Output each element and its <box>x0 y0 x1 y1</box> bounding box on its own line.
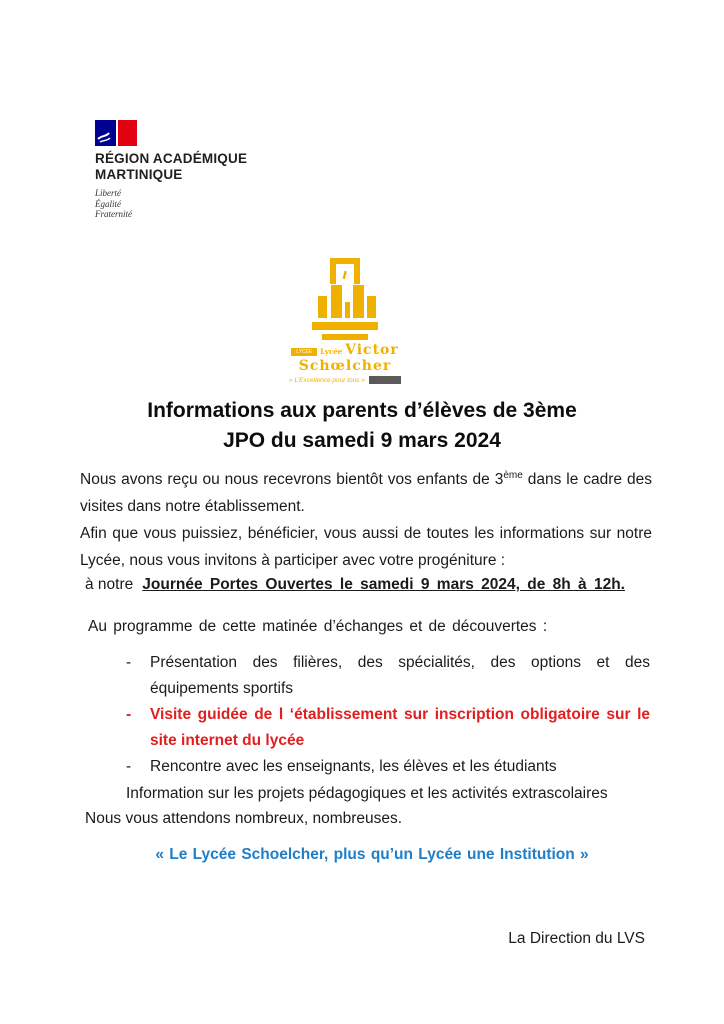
para2-text: Afin que vous puissiez, bénéficier, vous aussi de toutes les informations sur notre Lycée, nous vous invitons à participer avec votre progéniture : <box>80 525 652 569</box>
region-name <box>95 151 247 183</box>
school-name-prefix: Lycée <box>320 347 343 356</box>
list-item-text: Présentation des filières, des spécialités, des options et des équipements sportifs <box>150 654 650 697</box>
jpo-announcement <box>85 576 674 594</box>
school-name-line2: Schœlcher <box>298 358 392 374</box>
bullet-dash: - <box>126 758 132 775</box>
school-name <box>291 342 399 374</box>
document-title <box>0 396 724 456</box>
motto-liberte: Liberté <box>95 188 121 198</box>
marianne-icon <box>95 120 116 146</box>
closing-line: Nous vous attendons nombreux, nombreuses. <box>85 810 403 827</box>
region-line1: RÉGION ACADÉMIQUE <box>95 151 248 166</box>
signature: La Direction du LVS <box>508 930 645 947</box>
motto-fraternite: Fraternité <box>95 209 132 219</box>
program-list <box>126 650 650 807</box>
school-logo <box>0 258 724 384</box>
flag-blue-block <box>95 120 116 146</box>
title-line2: JPO du samedi 9 mars 2024 <box>223 429 501 452</box>
lycee-badge: LYCÉE <box>291 348 317 356</box>
jpo-date-highlight: Journée Portes Ouvertes le samedi 9 mars 2024, de 8h à 12h. <box>142 576 625 593</box>
list-item-text: Visite guidée de l ‘établissement sur inscription obligatoire sur le site internet du lycée <box>150 706 650 749</box>
program-intro: Au programme de cette matinée d’échanges et de découvertes : <box>88 618 548 635</box>
jpo-prefix: à notre <box>85 576 134 593</box>
list-item-text: Rencontre avec les enseignants, les élèves et les étudiants <box>150 758 557 775</box>
school-name-line1: Victor <box>345 342 399 358</box>
french-flag-icon <box>95 120 247 146</box>
info-line: Information sur les projets pédagogiques et les activités extrascolaires <box>126 785 608 802</box>
tagline-badge-icon <box>369 376 401 384</box>
bullet-dash: - <box>126 706 132 723</box>
school-tagline: « L’Excellence pour tous » <box>289 376 365 384</box>
para1-text-end: dans le cadre des visites dans notre établissement. <box>80 471 652 515</box>
title-line1: Informations aux parents d’élèves de 3ème <box>147 399 577 422</box>
para1-text: Nous avons reçu ou nous recevrons bientôt vos enfants de 3 <box>80 471 504 488</box>
flag-red-block <box>118 120 137 146</box>
bullet-dash: - <box>126 654 132 671</box>
list-item <box>126 650 650 702</box>
motto-egalite: Égalité <box>95 198 121 209</box>
school-building-icon <box>310 258 380 342</box>
republic-motto <box>95 188 247 220</box>
list-item <box>126 754 650 780</box>
government-logo <box>95 120 247 220</box>
school-motto-quote: « Le Lycée Schoelcher, plus qu’un Lycée une Institution » <box>155 846 589 863</box>
intro-paragraphs <box>80 466 652 574</box>
region-line2: MARTINIQUE <box>95 167 183 182</box>
para1-superscript: ème <box>503 469 523 481</box>
list-item-highlighted <box>126 702 650 754</box>
